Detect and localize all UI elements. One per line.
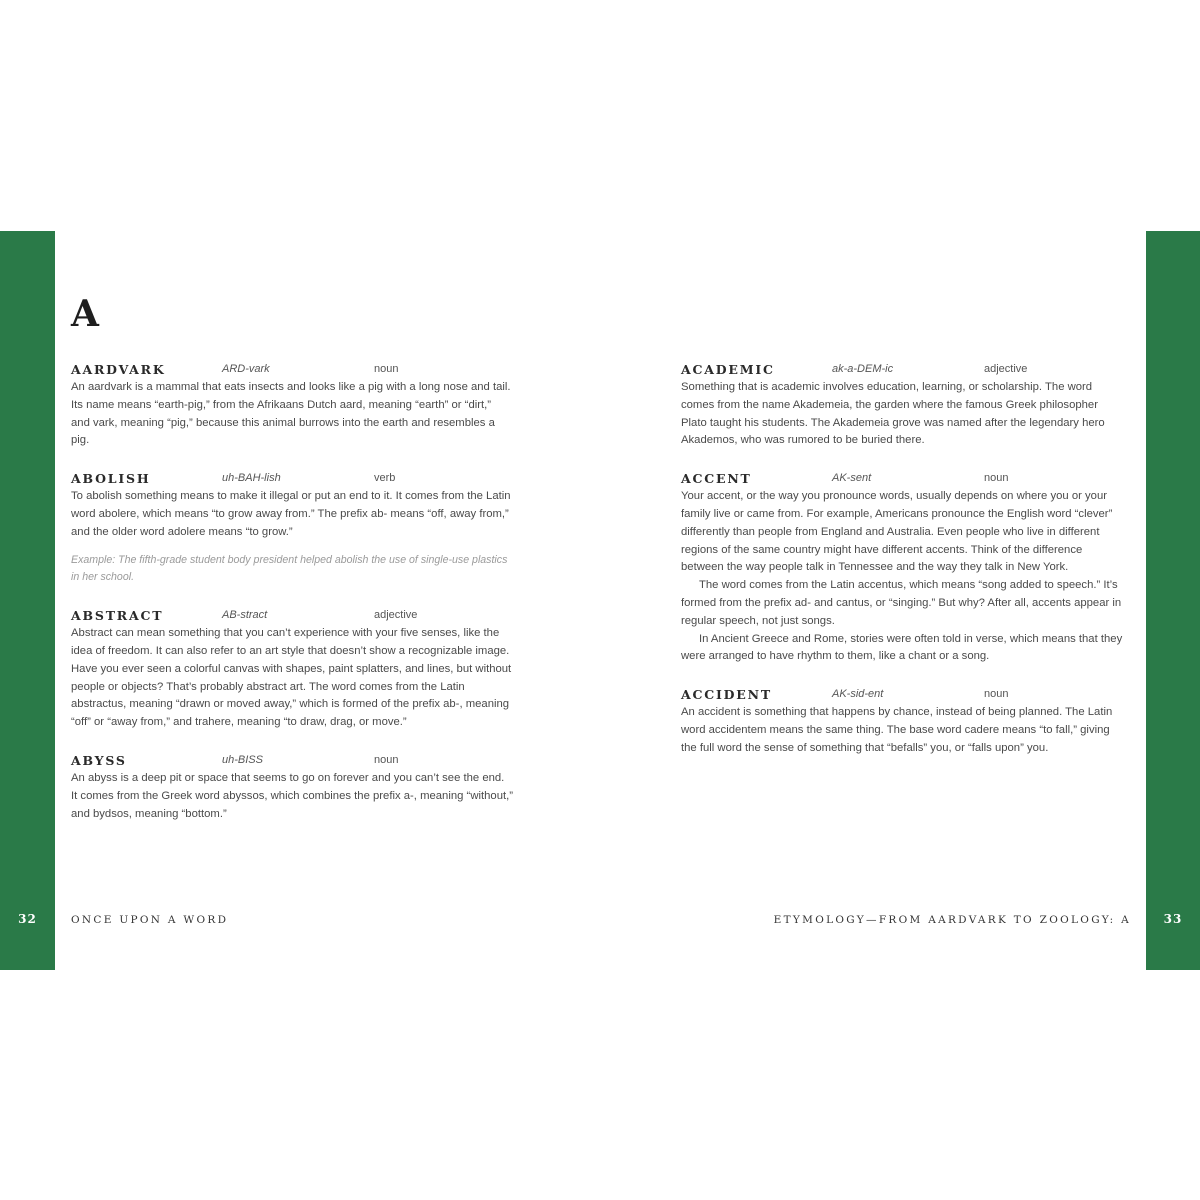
entry-part-of-speech: noun [374,753,399,766]
right-column [681,362,1123,779]
entry-head [681,687,1123,704]
entry-definition: An abyss is a deep pit or space that seems to go on forever and you can’t see the end. It comes from the Greek word abyssos, which combines the prefix a-, meaning “without,” and bydsos, meaning “bottom.” [71,771,514,820]
entry-part-of-speech: adjective [984,363,1028,375]
entry-word: ACCIDENT [681,687,772,703]
entry-part-of-speech: noun [984,472,1009,485]
entry-head [681,471,1123,488]
entry-part-of-speech: adjective [374,609,418,622]
entry-accident [681,687,1123,757]
entry-word: ABOLISH [71,471,151,487]
entry-abyss [71,753,513,823]
entry-academic [681,362,1123,450]
entry-pronunciation: uh-BISS [222,753,263,766]
left-page-number: 32 [18,912,37,926]
entry-word: AARDVARK [71,362,166,377]
entry-head [71,608,513,625]
entry-part-of-speech: noun [984,688,1009,701]
entry-aardvark [71,362,513,450]
entry-example: Example: The fifth-grade student body president helped abolish the use of single-use plastics in her school. [71,553,508,584]
entry-part-of-speech: verb [374,472,396,485]
entry-definition: An aardvark is a mammal that eats insects and looks like a pig with a long nose and tail. Its name means “earth-pig,” from the Afrikaans Dutch aard, meaning “earth” or “dirt,” and vark, meaning “pig,” because this animal burrows into the earth and resembles a pig. [71,381,511,447]
left-column [71,362,513,844]
right-page-number: 33 [1163,912,1183,926]
entry-head [71,753,513,770]
entry-word: ABSTRACT [71,608,164,624]
entry-pronunciation: ARD-vark [222,363,270,375]
entry-abolish [71,471,513,587]
entry-pronunciation: AK-sid-ent [832,688,884,701]
entry-definition: Abstract can mean something that you can’t experience with your five senses, like the idea of freedom. It can also refer to an art style that doesn’t show a recognizable image. Have you ever seen a colorful canvas with shapes, paint splatters, and lines, but without people or objects? That’s probably abstract art. The word comes from the Latin abstractus, meaning “drawn or moved away,” which is formed of the prefix ab-, meaning “off” or “away from,” and trahere, meaning “to draw, drag, or move.” [71,627,512,729]
entry-accent [681,471,1123,666]
right-color-band [1146,231,1200,970]
entry-definition: In Ancient Greece and Rome, stories were often told in verse, which means that they were arranged to have rhythm to them, like a chant or a song. [681,632,1123,663]
entry-word: ACCENT [681,471,752,487]
entry-definition: An accident is something that happens by chance, instead of being planned. The Latin word accidentem means the same thing. The base word cadere means “to fall,” giving the full word the sense of something that “befalls” you, or “falls upon” you. [681,706,1113,754]
entry-abstract [71,608,513,732]
book-spread [0,231,1200,970]
left-color-band [0,231,55,970]
entry-pronunciation: uh-BAH-lish [222,472,281,485]
entry-definition: Your accent, or the way you pronounce words, usually depends on where you or your family live or came from. For example, Americans pronounce the English word “clever” differently than people from England and Australia. Even people who live in different regions of the same country might have different accents. Think of the difference between the way people talk in Tennessee and the way they talk in New York. [681,490,1113,574]
entry-head [71,362,513,379]
section-letter: A [71,293,99,335]
entry-head [71,471,513,488]
entry-part-of-speech: noun [374,363,399,375]
right-running-head: ETYMOLOGY—FROM AARDVARK TO ZOOLOGY: A [773,914,1131,926]
entry-definition: To abolish something means to make it illegal or put an end to it. It comes from the Latin word abolere, which means “to grow away from.” The prefix ab- means “off, away from,” and the older word adolere means “to grow.” [71,490,511,538]
left-running-head: ONCE UPON A WORD [71,914,229,926]
entry-word: ACADEMIC [681,362,775,377]
entry-pronunciation: AK-sent [832,472,872,485]
entry-pronunciation: ak-a-DEM-ic [832,363,894,375]
entry-definition: The word comes from the Latin accentus, which means “song added to speech.” It’s formed from the prefix ad- and cantus, or “singing.” But why? After all, accents appear in regular speech, not just songs. [681,579,1122,627]
entry-pronunciation: AB-stract [222,609,268,622]
entry-definition: Something that is academic involves education, learning, or scholarship. The word comes from the name Akademeia, the garden where the famous Greek philosopher Plato taught his students. The Akademeia grove was named after the legendary hero Akademos, who was rumored to be buried there. [681,381,1105,447]
entry-word: ABYSS [71,752,127,768]
entry-head [681,362,1123,379]
